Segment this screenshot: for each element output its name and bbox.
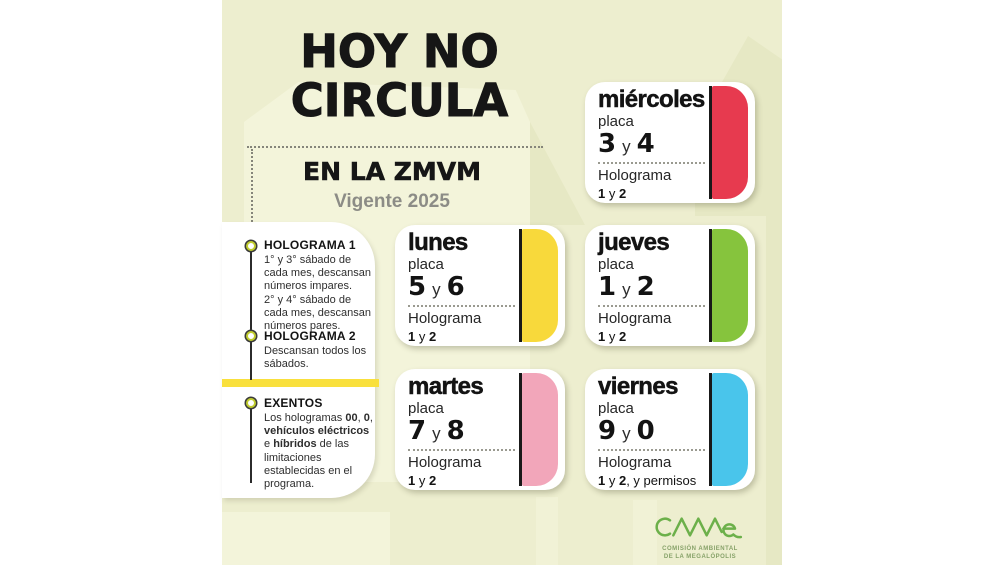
holograma-label: Holograma (598, 310, 672, 328)
dotted-separator (598, 162, 705, 164)
placa-label: placa (598, 113, 634, 131)
dotted-separator (408, 305, 515, 307)
holograma-label: Holograma (598, 167, 672, 185)
page-title (227, 25, 572, 127)
day-card-jueves (585, 225, 755, 346)
card-text (598, 374, 705, 486)
holograma-1-section (264, 238, 376, 333)
holograma-values: 1 y 2 (598, 185, 627, 201)
section-body-text: 2° y 4° sábado de cada mes, descansan números pares. (264, 293, 372, 332)
digit-separator: y (432, 424, 441, 444)
timeline-rail (250, 246, 252, 380)
digit: 8 (446, 416, 465, 447)
placa-digits (598, 272, 705, 303)
background-skyline-shape (536, 497, 558, 565)
dotted-divider-horizontal (247, 146, 543, 148)
background-skyline-shape (766, 216, 782, 565)
dotted-separator (598, 449, 705, 451)
digit: 3 (598, 129, 617, 160)
bullet-dot-icon (246, 398, 256, 408)
org-name-line2: DE LA MEGALÓPOLIS (663, 554, 737, 561)
exentos-section (264, 396, 376, 491)
card-text (408, 230, 515, 342)
holograma-label: Holograma (408, 454, 482, 472)
placa-digits (408, 272, 515, 303)
day-name: miércoles (598, 86, 705, 113)
card-color-tab (712, 86, 748, 199)
holograma-2-section (264, 329, 376, 371)
background-skyline-shape (222, 512, 390, 565)
section-title: HOLOGRAMA 1 (264, 238, 356, 252)
holograma-values: 1 y 2 (408, 328, 437, 344)
placa-digits (408, 416, 515, 447)
day-card-viernes (585, 369, 755, 490)
placa-label: placa (598, 400, 634, 418)
page-title-line1: HOY NO (300, 25, 499, 78)
digit: 4 (636, 129, 655, 160)
section-body-text: Descansan todos los sábados. (264, 345, 367, 371)
holograma-values: 1 y 2 (408, 472, 437, 488)
holograma-values: 1 y 2, y permisos (598, 472, 697, 488)
came-wordmark-icon (650, 514, 750, 540)
digit: 6 (446, 272, 465, 303)
card-text (598, 230, 705, 342)
day-card-martes (395, 369, 565, 490)
holograma-label: Holograma (408, 310, 482, 328)
digit-separator: y (432, 280, 441, 300)
digit-separator: y (622, 137, 631, 157)
digit: 1 (598, 272, 617, 303)
holograma-values: 1 y 2 (598, 328, 627, 344)
org-name (630, 545, 770, 561)
section-title: EXENTOS (264, 396, 323, 410)
yellow-divider (222, 379, 379, 387)
day-card-miercoles (585, 82, 755, 203)
placa-label: placa (408, 256, 444, 274)
card-text (598, 87, 705, 199)
came-logo (630, 514, 770, 561)
digit: 5 (408, 272, 427, 303)
digit: 2 (636, 272, 655, 303)
placa-label: placa (408, 400, 444, 418)
card-color-tab (712, 229, 748, 342)
digit: 7 (408, 416, 427, 447)
day-name: viernes (598, 373, 678, 400)
card-color-tab (522, 373, 558, 486)
digit-separator: y (622, 424, 631, 444)
digit-separator: y (622, 280, 631, 300)
subtitle: EN LA ZMVM (303, 157, 481, 186)
org-name-line1: COMISIÓN AMBIENTAL (662, 546, 738, 552)
placa-digits (598, 129, 705, 160)
card-color-tab (522, 229, 558, 342)
dotted-separator (598, 305, 705, 307)
dotted-separator (408, 449, 515, 451)
bullet-dot-icon (246, 241, 256, 251)
placa-label: placa (598, 256, 634, 274)
placa-digits (598, 416, 705, 447)
section-body (264, 254, 376, 333)
validity-label: Vigente 2025 (334, 191, 450, 212)
digit: 9 (598, 416, 617, 447)
digit: 0 (636, 416, 655, 447)
day-name: lunes (408, 229, 468, 256)
day-name: jueves (598, 229, 670, 256)
section-body: Los hologramas 00, 0, vehículos eléctricos e híbridos de las limitaciones establecidas en el programa. (264, 412, 373, 490)
section-body-text: 1° y 3° sábado de cada mes, descansan números impares. (264, 254, 372, 293)
holograma-label: Holograma (598, 454, 672, 472)
day-name: martes (408, 373, 484, 400)
card-color-tab (712, 373, 748, 486)
timeline-rail (250, 403, 252, 483)
bullet-dot-icon (246, 331, 256, 341)
card-text (408, 374, 515, 486)
section-title: HOLOGRAMA 2 (264, 329, 356, 343)
page-title-line2: CIRCULA (290, 73, 509, 127)
day-card-lunes (395, 225, 565, 346)
section-body (264, 345, 376, 371)
